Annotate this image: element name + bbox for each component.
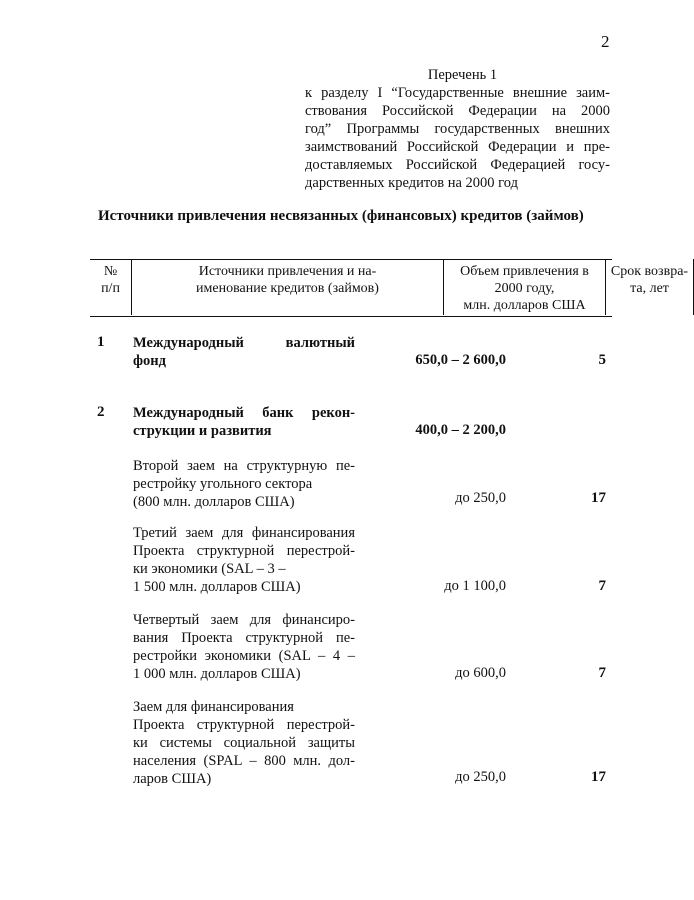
heading-line: к разделу I “Государственные внешние заим- (305, 85, 610, 101)
heading-line: доставляемых Российской Федерацией госу- (305, 157, 610, 173)
loan-term: 17 (591, 490, 606, 506)
row-volume: 400,0 – 2 200,0 (415, 422, 506, 438)
loan-volume: до 250,0 (455, 769, 506, 785)
loan-term: 7 (598, 578, 606, 594)
heading-title: Перечень 1 (427, 67, 498, 83)
heading-block (305, 66, 610, 192)
row-name: Международный валютный фонд (133, 335, 355, 369)
heading-line: заимствований Российской Федерации и пре- (305, 139, 610, 155)
row-number: 1 (97, 334, 105, 350)
page-number: 2 (601, 32, 610, 51)
heading-line: дарственных кредитов на 2000 год (305, 175, 518, 191)
row-volume: 650,0 – 2 600,0 (415, 352, 506, 368)
loan-name: Четвертый заем для финансиро- вания Проекта структурной пе- рестройки экономики (SAL – 4 – 1 000 млн. долларов США) (133, 612, 355, 682)
row-name: Международный банк рекон- струкции и развития (133, 405, 355, 439)
loan-name: Заем для финансирования Проекта структурной перестрой- ки системы социальной защиты населения (SPAL – 800 млн. дол- ларов США) (133, 699, 355, 787)
loan-volume: до 1 100,0 (444, 578, 506, 594)
column-header-term: Срок возвра- та, лет (606, 259, 694, 315)
heading-line: год” Программы государственных внешних (305, 121, 610, 137)
row-term: 5 (598, 352, 606, 368)
column-header-volume: Объем привлечения в 2000 году, млн. долларов США (444, 259, 606, 315)
heading-line: ствования Российской Федерации на 2000 (305, 103, 610, 119)
loan-name: Второй заем на структурную пе- рестройку угольного сектора (800 млн. долларов США) (133, 458, 355, 510)
loan-term: 17 (591, 769, 606, 785)
loan-term: 7 (598, 665, 606, 681)
table-header (90, 259, 689, 315)
section-title: Источники привлечения несвязанных (финансовых) кредитов (займов) (98, 208, 584, 224)
loan-volume: до 600,0 (455, 665, 506, 681)
loan-volume: до 250,0 (455, 490, 506, 506)
loan-name: Третий заем для финансирования Проекта структурной перестрой- ки экономики (SAL – 3 – 1 500 млн. долларов США) (133, 525, 355, 595)
row-number: 2 (97, 404, 105, 420)
column-header-number: № п/п (90, 259, 132, 315)
column-header-source: Источники привлечения и на- именование кредитов (займов) (132, 259, 444, 315)
